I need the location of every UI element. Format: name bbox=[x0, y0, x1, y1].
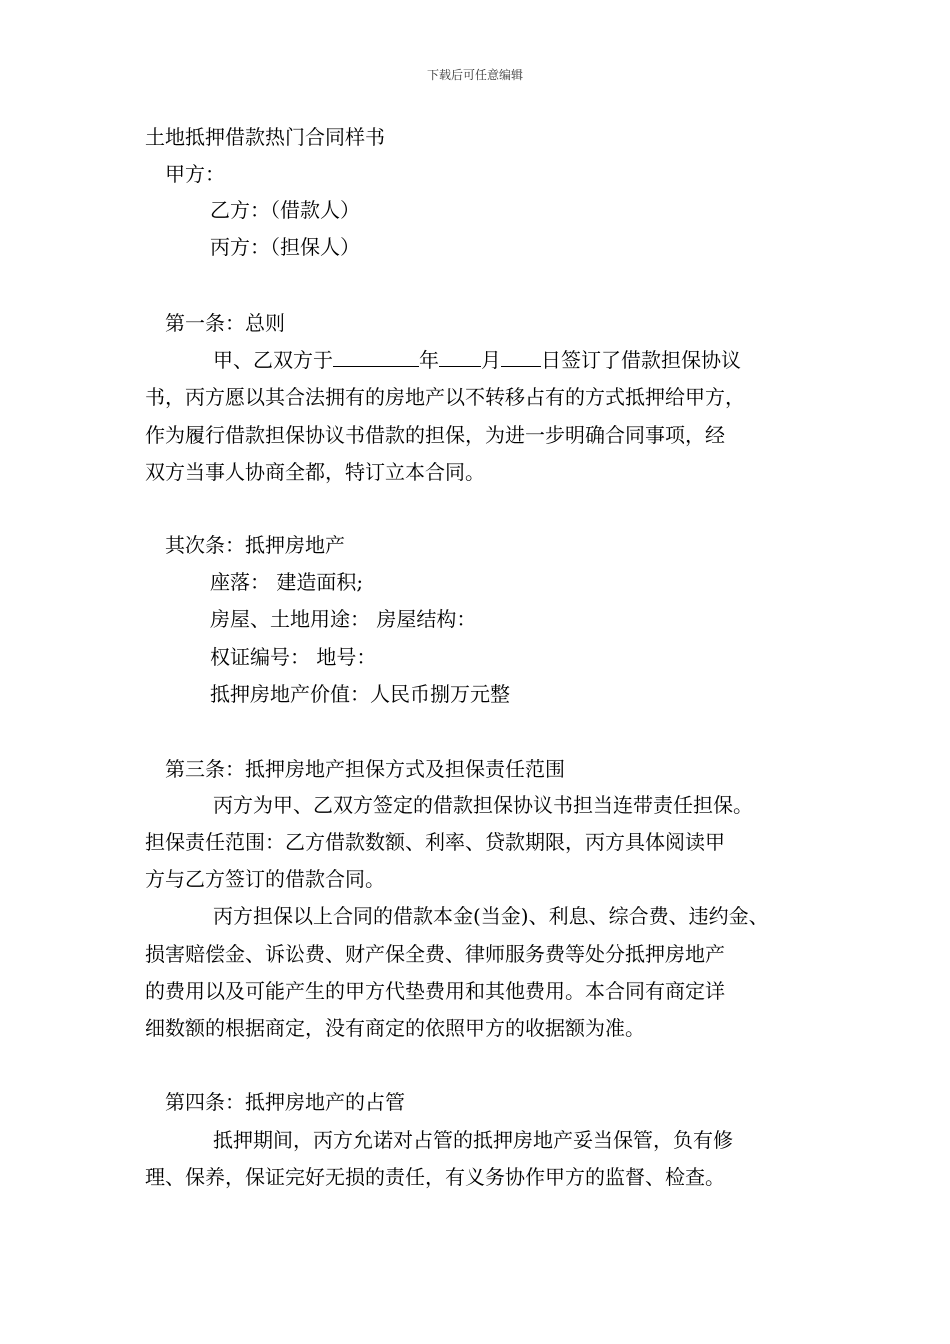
article3-line: 细数额的根据商定，没有商定的依照甲方的收据额为准。 bbox=[145, 1016, 645, 1040]
article4-line: 抵押期间，丙方允诺对占管的抵押房地产妥当保管，负有修 bbox=[213, 1128, 733, 1152]
party-a-label: 甲方： bbox=[165, 162, 225, 186]
month-label: 月 bbox=[481, 348, 501, 372]
article4-line: 理、保养，保证完好无损的责任，有义务协作甲方的监督、检查。 bbox=[145, 1165, 725, 1189]
article3-line: 担保责任范围：乙方借款数额、利率、贷款期限，丙方具体阅读甲 bbox=[145, 830, 725, 854]
day-blank bbox=[501, 346, 541, 367]
party-b-label: 乙方：（借款人） bbox=[210, 198, 360, 222]
article2-item: 座落： 建造面积; bbox=[210, 570, 364, 594]
year-label: 年 bbox=[419, 348, 439, 372]
day-suffix: 日签订了借款担保协议 bbox=[541, 348, 741, 372]
article3-heading: 第三条：抵押房地产担保方式及担保责任范围 bbox=[165, 757, 565, 781]
header-note: 下载后可任意编辑 bbox=[426, 68, 523, 82]
article1-line: 书，丙方愿以其合法拥有的房地产以不转移占有的方式抵押给甲方， bbox=[145, 385, 745, 409]
article1-prefix: 甲、乙双方于 bbox=[213, 348, 333, 372]
article2-heading: 其次条：抵押房地产 bbox=[165, 533, 345, 557]
article3-line: 的费用以及可能产生的甲方代垫费用和其他费用。本合同有商定详 bbox=[145, 979, 725, 1003]
document-title: 土地抵押借款热门合同样书 bbox=[145, 125, 385, 149]
article2-item: 权证编号： 地号： bbox=[210, 645, 377, 669]
article2-item: 房屋、土地用途： 房屋结构： bbox=[210, 607, 477, 631]
article1-line: 作为履行借款担保协议书借款的担保，为进一步明确合同事项，经 bbox=[145, 423, 725, 447]
article1-first-line bbox=[213, 346, 741, 374]
article1-heading: 第一条：总则 bbox=[165, 311, 285, 335]
article3-line: 丙方担保以上合同的借款本金(当金)、利息、综合费、违约金、 bbox=[213, 904, 769, 928]
article4-heading: 第四条：抵押房地产的占管 bbox=[165, 1090, 405, 1114]
article3-line: 方与乙方签订的借款合同。 bbox=[145, 867, 385, 891]
year-blank bbox=[333, 346, 419, 367]
article1-line: 双方当事人协商全都，特订立本合同。 bbox=[145, 460, 485, 484]
month-blank bbox=[439, 346, 481, 367]
party-c-label: 丙方：（担保人） bbox=[210, 235, 360, 259]
article3-line: 丙方为甲、乙双方签定的借款担保协议书担当连带责任担保。 bbox=[213, 793, 753, 817]
article3-line: 损害赔偿金、诉讼费、财产保全费、律师服务费等处分抵押房地产 bbox=[145, 942, 725, 966]
article2-item: 抵押房地产价值：人民币捌万元整 bbox=[210, 682, 510, 706]
